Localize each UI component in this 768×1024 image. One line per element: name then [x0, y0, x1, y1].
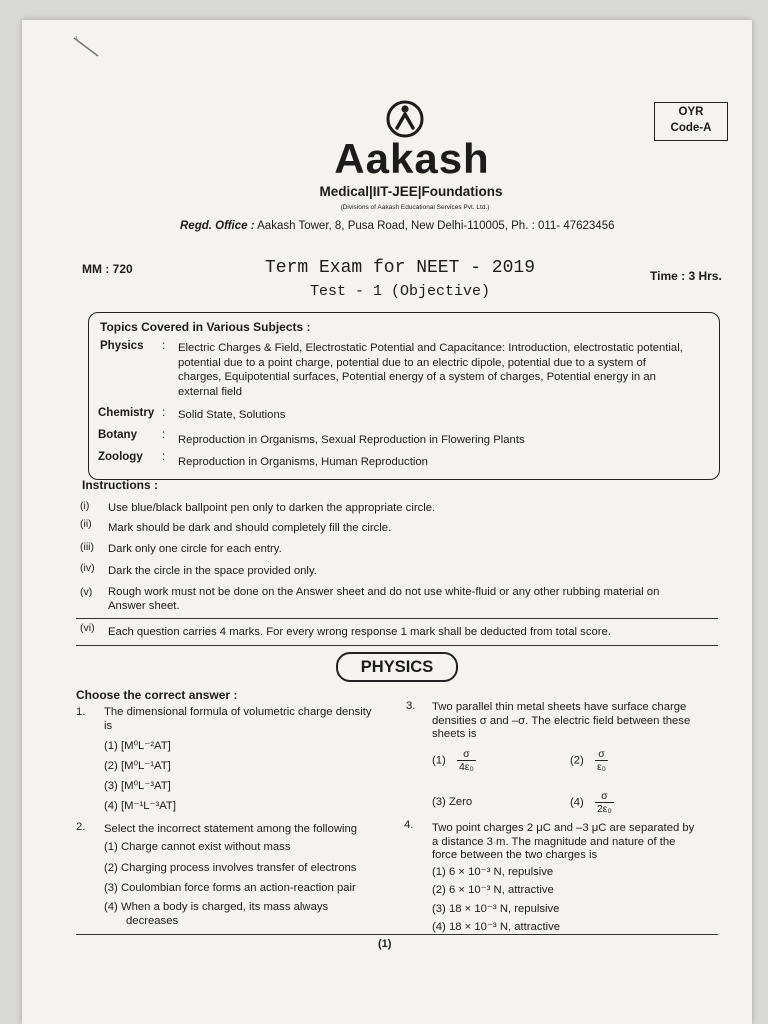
- registered-office: [180, 220, 615, 232]
- instruction-number: (iii): [80, 541, 94, 553]
- topic-subject-chemistry: Chemistry: [98, 407, 155, 419]
- option-label: (1): [432, 754, 446, 767]
- max-marks: MM : 720: [82, 262, 133, 276]
- instruction-number: (vi): [80, 622, 95, 634]
- q1-option-4: (4) [M⁻¹L⁻³AT]: [104, 800, 176, 812]
- q1-option-2: (2) [M⁰L⁻¹AT]: [104, 760, 171, 772]
- exam-title: Term Exam for NEET - 2019: [264, 258, 536, 278]
- question-line: Two parallel thin metal sheets have surface charge: [432, 701, 687, 713]
- divider: [76, 934, 718, 935]
- question-3-text: [432, 701, 724, 742]
- q2-option-2: (2) Charging process involves transfer of electrons: [104, 862, 357, 874]
- q3-option-3: (3) Zero: [432, 796, 473, 808]
- instruction-line: Answer sheet.: [108, 599, 180, 612]
- pen-scribble-mark: [70, 34, 104, 60]
- brand-name: Aakash: [334, 135, 490, 182]
- fraction: [595, 790, 614, 815]
- q4-option-2: (2) 6 × 10⁻³ N, attractive: [432, 884, 554, 896]
- brand-tagline: Medical|IIT-JEE|Foundations: [319, 184, 503, 199]
- topic-colon: :: [162, 340, 166, 352]
- topic-line: Electric Charges & Field, Electrostatic Potential and Capacitance: Introduction, electrostatic potential,: [178, 342, 683, 354]
- q2-option-1: (1) Charge cannot exist without mass: [104, 841, 291, 853]
- topic-colon: :: [162, 451, 166, 463]
- instruction-line: Rough work must not be done on the Answer sheet and do not use white-fluid or any other rubbing material on: [108, 586, 660, 598]
- q3-option-1: [432, 748, 476, 773]
- code-line-2: Code-A: [670, 122, 712, 134]
- option-line: (4) When a body is charged, its mass always: [104, 901, 329, 913]
- instruction-number: (ii): [80, 518, 92, 530]
- topic-text-physics: [178, 341, 683, 399]
- exam-duration: Time : 3 Hrs.: [650, 269, 722, 283]
- instruction-item: Each question carries 4 marks. For every wrong response 1 mark shall be deducted from total score.: [108, 626, 611, 638]
- topic-line: potential due to a point charge, potential due to an electric dipole, potential due to a system of: [178, 356, 646, 369]
- page-number: (1): [378, 938, 392, 950]
- topic-line: charges, Equipotential surfaces, Potential energy of a system of charges, Potential energy in an: [178, 371, 656, 383]
- topic-subject-botany: Botany: [98, 429, 137, 441]
- question-number: 1.: [76, 706, 86, 718]
- brand-divisions: (Divisions of Aakash Educational Services Pvt. Ltd.): [340, 204, 490, 211]
- q3-option-4: [570, 790, 614, 815]
- fraction-denominator: ε₀: [596, 761, 606, 773]
- question-line: force between the two charges is: [432, 849, 598, 861]
- fraction: [595, 748, 608, 773]
- instruction-item: [108, 586, 720, 613]
- aakash-logo-icon: [386, 98, 424, 140]
- q3-option-2: [570, 748, 608, 773]
- instruction-number: (iv): [80, 562, 95, 574]
- question-4-text: [432, 822, 724, 863]
- q4-option-3: (3) 18 × 10⁻³ N, repulsive: [432, 903, 560, 915]
- q2-option-3: (3) Coulombian force forms an action-reaction pair: [104, 882, 356, 894]
- topic-subject-physics: Physics: [100, 340, 144, 352]
- question-line: is: [104, 719, 113, 732]
- option-label: (4): [570, 796, 584, 809]
- fraction-numerator: σ: [595, 790, 614, 803]
- q1-option-3: (3) [M⁰L⁻³AT]: [104, 780, 171, 792]
- question-line: densities σ and –σ. The electric field between these: [432, 714, 691, 727]
- q4-option-4: (4) 18 × 10⁻³ N, attractive: [432, 921, 561, 933]
- instructions-heading: Instructions :: [82, 478, 159, 492]
- paper-code-box: [654, 102, 728, 141]
- regd-address: Aakash Tower, 8, Pusa Road, New Delhi-110005, Ph. : 011- 47623456: [257, 220, 615, 232]
- exam-subtitle: Test - 1 (Objective): [309, 283, 491, 300]
- instruction-item: Dark the circle in the space provided only.: [108, 565, 317, 577]
- question-line: a distance 3 m. The magnitude and nature of the: [432, 835, 676, 848]
- fraction-denominator: 4ε₀: [458, 761, 474, 773]
- q4-option-1: (1) 6 × 10⁻³ N, repulsive: [432, 866, 554, 878]
- choose-instruction: Choose the correct answer :: [76, 688, 238, 702]
- question-line: Two point charges 2 μC and –3 μC are separated by: [432, 822, 695, 834]
- topic-colon: :: [162, 407, 166, 419]
- fraction: [457, 748, 476, 773]
- instruction-item: Mark should be dark and should completely fill the circle.: [108, 522, 392, 534]
- instruction-item: Dark only one circle for each entry.: [108, 543, 282, 555]
- q1-option-1: (1) [M⁰L⁻²AT]: [104, 740, 171, 752]
- topic-line: external field: [178, 385, 243, 398]
- fraction-numerator: σ: [595, 748, 608, 761]
- question-number: 3.: [406, 700, 416, 712]
- question-number: 2.: [76, 821, 86, 833]
- code-line-1: OYR: [678, 106, 704, 118]
- topic-subject-zoology: Zoology: [98, 451, 143, 463]
- divider: [76, 645, 718, 646]
- section-title-physics: PHYSICS: [336, 652, 458, 682]
- topic-colon: :: [162, 429, 166, 441]
- q2-option-4: [104, 901, 394, 928]
- instruction-number: (v): [80, 586, 93, 598]
- topic-text-zoology: Reproduction in Organisms, Human Reproduction: [178, 456, 428, 468]
- topic-text-chemistry: Solid State, Solutions: [178, 409, 286, 421]
- question-line: The dimensional formula of volumetric charge density: [104, 706, 372, 718]
- question-1-text: [104, 706, 376, 733]
- instruction-number: (i): [80, 500, 90, 512]
- regd-label: Regd. Office :: [180, 220, 255, 232]
- fraction-numerator: σ: [457, 748, 476, 761]
- instruction-item: Use blue/black ballpoint pen only to darken the appropriate circle.: [108, 502, 436, 514]
- topic-text-botany: Reproduction in Organisms, Sexual Reproduction in Flowering Plants: [178, 434, 525, 446]
- divider: [76, 618, 718, 619]
- topics-heading: Topics Covered in Various Subjects :: [100, 320, 311, 334]
- option-line: decreases: [126, 914, 179, 927]
- question-line: sheets is: [432, 728, 477, 740]
- question-2-text: Select the incorrect statement among the following: [104, 823, 358, 835]
- option-label: (2): [570, 754, 584, 767]
- question-number: 4.: [404, 819, 414, 831]
- fraction-denominator: 2ε₀: [596, 803, 612, 815]
